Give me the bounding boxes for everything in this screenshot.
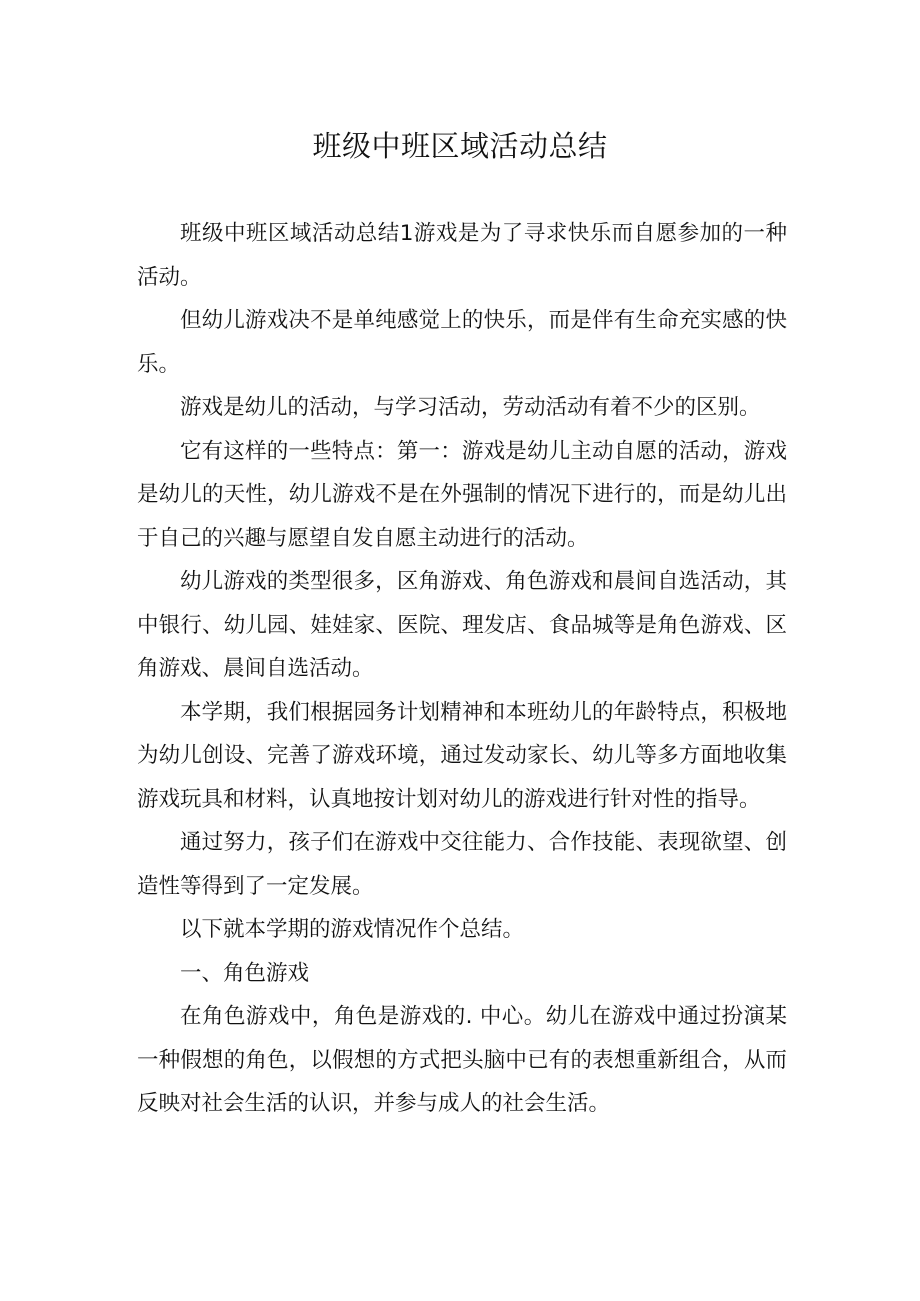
paragraph: 以下就本学期的游戏情况作个总结。 xyxy=(180,917,525,942)
paragraph: 班级中班区域活动总结1游戏是为了寻求快乐而自愿参加的一种活动。 xyxy=(137,221,787,290)
paragraph: 但幼儿游戏决不是单纯感觉上的快乐，而是伴有生命充实感的快乐。 xyxy=(137,308,787,377)
paragraph: 游戏是幼儿的活动，与学习活动，劳动活动有着不少的区别。 xyxy=(180,395,761,420)
document-body xyxy=(137,212,787,1126)
paragraph: 通过努力，孩子们在游戏中交往能力、合作技能、表现欲望、创造性等得到了一定发展。 xyxy=(137,830,787,899)
section-heading: 一、角色游戏 xyxy=(180,960,310,986)
document-title: 班级中班区域活动总结 xyxy=(312,129,608,163)
paragraph: 幼儿游戏的类型很多，区角游戏、角色游戏和晨间自选活动，其中银行、幼儿园、娃娃家、医院、理发店、食品城等是角色游戏、区角游戏、晨间自选活动。 xyxy=(137,569,787,681)
paragraph: 在角色游戏中，角色是游戏的. 中心。幼儿在游戏中通过扮演某一种假想的角色，以假想的方式把头脑中已有的表想重新组合，从而反映对社会生活的认识，并参与成人的社会生活。 xyxy=(137,1004,787,1116)
paragraph: 它有这样的一些特点：第一：游戏是幼儿主动自愿的活动，游戏是幼儿的天性，幼儿游戏不是在外强制的情况下进行的，而是幼儿出于自己的兴趣与愿望自发自愿主动进行的活动。 xyxy=(137,438,787,551)
paragraph: 本学期，我们根据园务计划精神和本班幼儿的年龄特点，积极地为幼儿创设、完善了游戏环境，通过发动家长、幼儿等多方面地收集游戏玩具和材料，认真地按计划对幼儿的游戏进行针对性的指导。 xyxy=(137,699,787,812)
